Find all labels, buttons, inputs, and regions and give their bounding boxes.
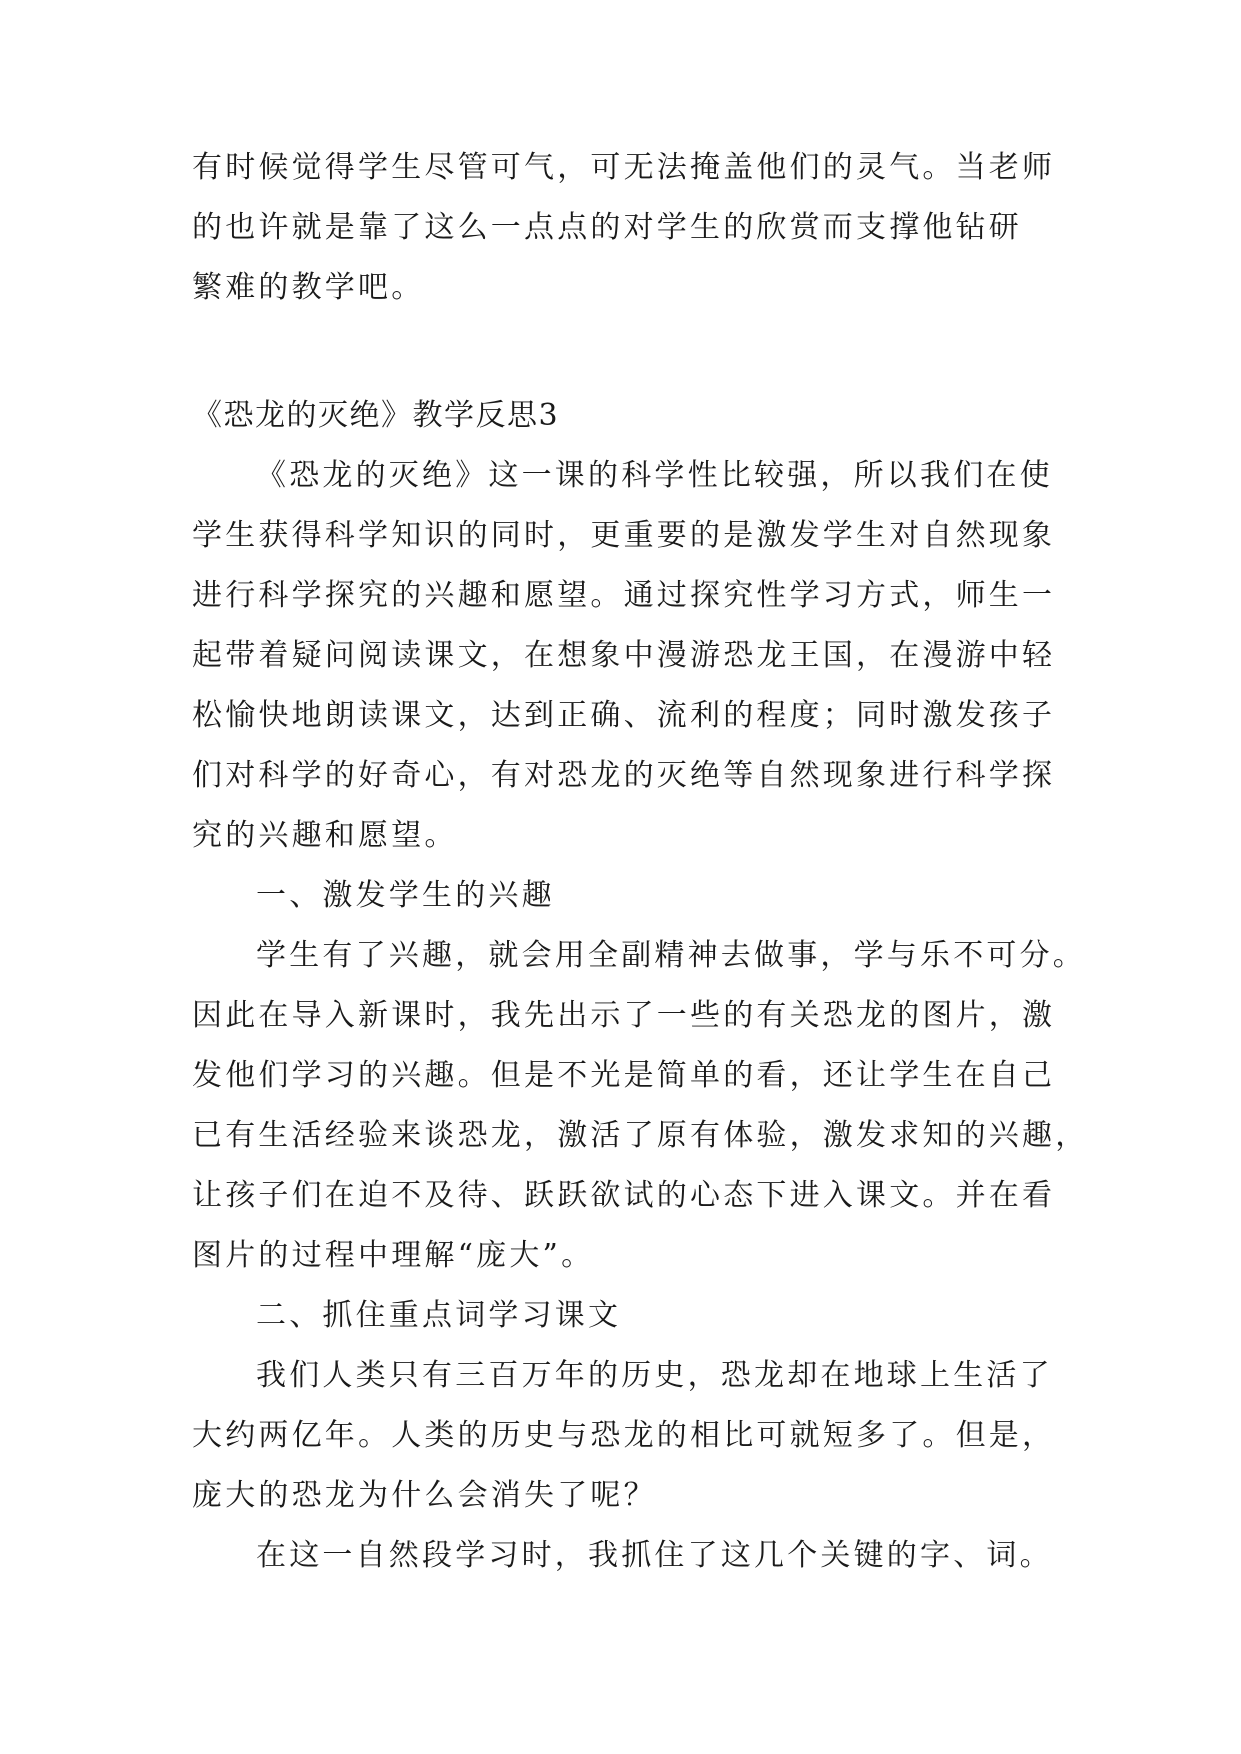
paragraph-line: 松愉快地朗读课文，达到正确、流利的程度；同时激发孩子 <box>192 698 1056 733</box>
paragraph-line: 已有生活经验来谈恐龙，激活了原有体验，激发求知的兴趣， <box>192 1118 1089 1153</box>
paragraph-line: 的也许就是靠了这么一点点的对学生的欣赏而支撑他钻研 <box>192 210 1022 245</box>
paragraph-line: 让孩子们在迫不及待、跃跃欲试的心态下进入课文。并在看 <box>192 1178 1056 1213</box>
paragraph-line: 繁难的教学吧。 <box>192 270 425 305</box>
paragraph-line: 学生有了兴趣，就会用全副精神去做事，学与乐不可分。 <box>256 938 1086 973</box>
paragraph-line: 们对科学的好奇心，有对恐龙的灭绝等自然现象进行科学探 <box>192 758 1056 793</box>
paragraph-line: 大约两亿年。人类的历史与恐龙的相比可就短多了。但是， <box>192 1418 1056 1453</box>
subheading: 一、激发学生的兴趣 <box>256 878 555 913</box>
paragraph-line: 起带着疑问阅读课文，在想象中漫游恐龙王国，在漫游中轻 <box>192 638 1056 673</box>
section-title: 《恐龙的灭绝》教学反思3 <box>192 398 560 433</box>
paragraph-line: 在这一自然段学习时，我抓住了这几个关键的字、词。 <box>256 1538 1053 1573</box>
subheading: 二、抓住重点词学习课文 <box>256 1298 622 1333</box>
paragraph-line: 《恐龙的灭绝》这一课的科学性比较强，所以我们在使 <box>256 458 1053 493</box>
paragraph-line: 因此在导入新课时，我先出示了一些的有关恐龙的图片，激 <box>192 998 1056 1033</box>
paragraph-line: 我们人类只有三百万年的历史，恐龙却在地球上生活了 <box>256 1358 1053 1393</box>
paragraph-line: 图片的过程中理解“庞大”。 <box>192 1238 595 1273</box>
section-body <box>192 386 1089 1586</box>
paragraph-line: 发他们学习的兴趣。但是不光是简单的看，还让学生在自己 <box>192 1058 1056 1093</box>
top-paragraph <box>192 138 1062 318</box>
paragraph-line: 庞大的恐龙为什么会消失了呢？ <box>192 1478 657 1513</box>
paragraph-line: 究的兴趣和愿望。 <box>192 818 458 853</box>
paragraph-line: 进行科学探究的兴趣和愿望。通过探究性学习方式，师生一 <box>192 578 1056 613</box>
paragraph-line: 有时候觉得学生尽管可气，可无法掩盖他们的灵气。当老师 <box>192 150 1056 185</box>
paragraph-line: 学生获得科学知识的同时，更重要的是激发学生对自然现象 <box>192 518 1056 553</box>
